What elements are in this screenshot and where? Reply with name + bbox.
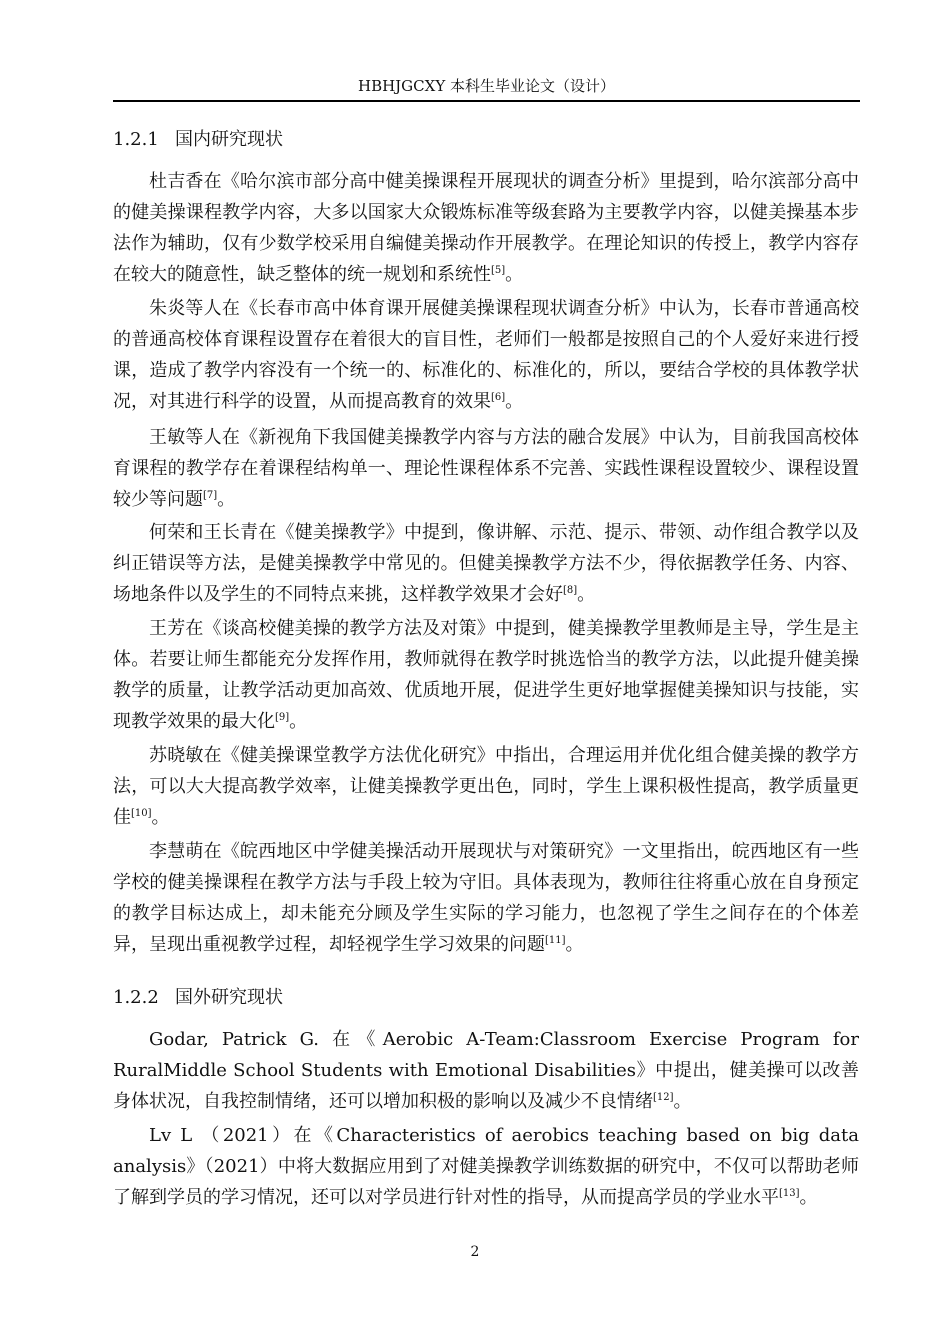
- paragraph-end: 。: [577, 584, 596, 605]
- paragraph-end: 。: [217, 489, 236, 510]
- header-divider: [113, 100, 860, 102]
- paragraph-text: 王敏等人在《新视角下我国健美操教学内容与方法的融合发展》中认为，目前我国高校体育课程的教学存在着课程结构单一、理论性课程体系不完善、实践性课程设置较少、课程设置较少等问题: [113, 427, 859, 510]
- paragraph-end: 。: [673, 1091, 692, 1112]
- paragraph: [113, 517, 859, 610]
- paragraph: [113, 166, 859, 290]
- citation-ref: [5]: [491, 265, 506, 276]
- paragraph-text: Godar, Patrick G. 在《Aerobic A-Team:Classroom Exercise Program for RuralMiddle School Students with Emotional Disabilities》中提出，健美操可以改善身体状况，自我控制情绪，还可以增加积极的影响以及减少不良情绪: [113, 1029, 859, 1112]
- section-number: 1.2.2: [113, 987, 159, 1008]
- paragraph-text: 杜吉香在《哈尔滨市部分高中健美操课程开展现状的调查分析》里提到，哈尔滨部分高中的健美操课程教学内容，大多以国家大众锻炼标准等级套路为主要教学内容，以健美操基本步法作为辅助，仅有少数学校采用自编健美操动作开展教学。在理论知识的传授上，教学内容存在较大的随意性，缺乏整体的统一规划和系统性: [113, 171, 859, 285]
- citation-ref: [13]: [779, 1188, 800, 1199]
- citation-ref: [10]: [131, 808, 152, 819]
- paragraph: [113, 1024, 859, 1117]
- paragraph-end: 。: [505, 264, 524, 285]
- citation-ref: [11]: [545, 935, 566, 946]
- paragraph-text: 朱炎等人在《长春市高中体育课开展健美操课程现状调查分析》中认为，长春市普通高校的普通高校体育课程设置存在着很大的盲目性，老师们一般都是按照自己的个人爱好来进行授课，造成了教学内容没有一个统一的、标准化的、标准化的，所以，要结合学校的具体教学状况，对其进行科学的设置，从而提高教育的效果: [113, 298, 859, 412]
- citation-ref: [12]: [653, 1092, 674, 1103]
- paragraph-text: 苏晓敏在《健美操课堂教学方法优化研究》中指出，合理运用并优化组合健美操的教学方法，可以大大提高教学效率，让健美操教学更出色，同时，学生上课积极性提高，教学质量更佳: [113, 745, 859, 828]
- section-title: 国内研究现状: [175, 129, 283, 150]
- paragraph: [113, 293, 859, 417]
- paragraph-text: 李慧萌在《皖西地区中学健美操活动开展现状与对策研究》一文里指出，皖西地区有一些学校的健美操课程在教学方法与手段上较为守旧。具体表现为，教师往往将重心放在自身预定的教学目标达成上，却未能充分顾及学生实际的学习能力，也忽视了学生之间存在的个体差异，呈现出重视教学过程，却轻视学生学习效果的问题: [113, 841, 859, 955]
- paragraph: [113, 1120, 859, 1213]
- paragraph: [113, 422, 859, 515]
- page-number: 2: [470, 1244, 480, 1260]
- paragraph-end: 。: [565, 934, 584, 955]
- paragraph-text: 何荣和王长青在《健美操教学》中提到，像讲解、示范、提示、带领、动作组合教学以及纠正错误等方法，是健美操教学中常见的。但健美操教学方法不少，得依据教学任务、内容、场地条件以及学生的不同特点来挑，这样教学效果才会好: [113, 522, 859, 605]
- paragraph-end: 。: [799, 1187, 818, 1208]
- paragraph-end: 。: [151, 807, 170, 828]
- running-header: HBHJGCXY 本科生毕业论文（设计）: [357, 77, 615, 95]
- citation-ref: [8]: [563, 585, 578, 596]
- citation-ref: [6]: [491, 392, 506, 403]
- paragraph: [113, 740, 859, 833]
- citation-ref: [9]: [275, 712, 290, 723]
- section-heading-domestic: [113, 128, 283, 152]
- paragraph: [113, 613, 859, 737]
- paragraph-end: 。: [289, 711, 308, 732]
- section-number: 1.2.1: [113, 129, 159, 150]
- section-title: 国外研究现状: [175, 987, 283, 1008]
- paragraph-end: 。: [505, 391, 524, 412]
- section-heading-foreign: [113, 986, 283, 1010]
- citation-ref: [7]: [203, 490, 218, 501]
- paragraph-text: Lv L （2021）在《Characteristics of aerobics teaching based on big data analysis》（2021）中将大数据应用到了对健美操教学训练数据的研究中，不仅可以帮助老师了解到学员的学习情况，还可以对学员进行针对性的指导，从而提高学员的学业水平: [113, 1125, 859, 1208]
- paragraph-text: 王芳在《谈高校健美操的教学方法及对策》中提到，健美操教学里教师是主导，学生是主体。若要让师生都能充分发挥作用，教师就得在教学时挑选恰当的教学方法，以此提升健美操教学的质量，让教学活动更加高效、优质地开展，促进学生更好地掌握健美操知识与技能，实现教学效果的最大化: [113, 618, 859, 732]
- paragraph: [113, 836, 859, 960]
